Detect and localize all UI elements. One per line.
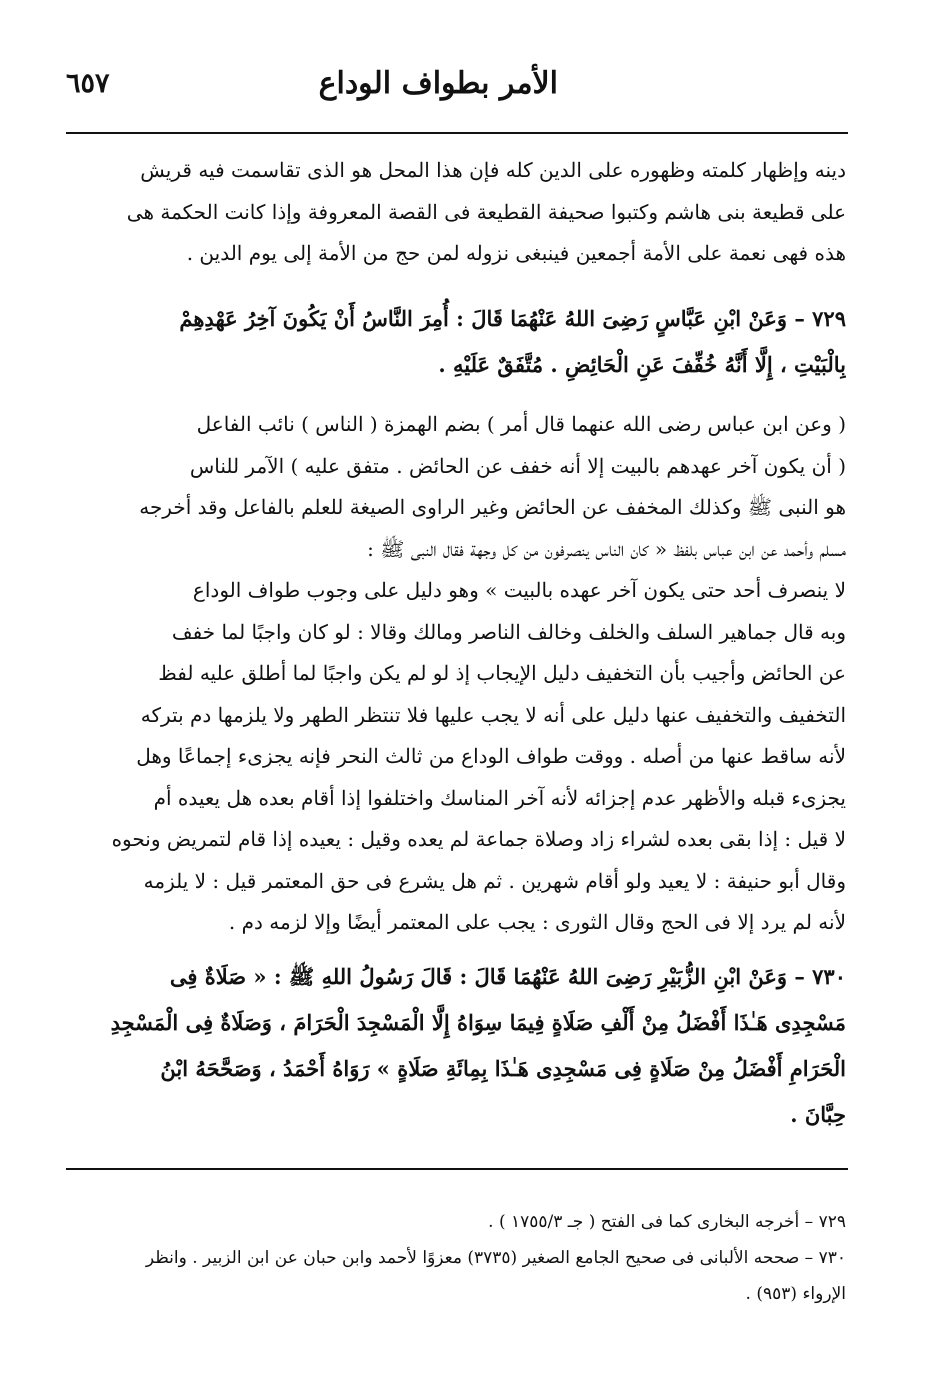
text-line: لا قيل : إذا بقى بعده لشراء زاد وصلاة جماعة لم يعده وقيل : يعيده إذا قام لتمريض ونحوه bbox=[111, 827, 846, 851]
page-number: ٦٥٧ bbox=[66, 68, 110, 99]
text-line: لأنه لم يرد إلا فى الحج وقال الثورى : يجب على المعتمر أيضًا وإلا لزمه دم . bbox=[228, 910, 846, 934]
hadith-line: الْحَرَامِ أَفْضَلُ مِنْ صَلَاةٍ فِى مَسْجِدِى هَـٰذَا بِمِائَةِ صَلَاةٍ » رَوَاهُ أَحْمَدُ ، وَصَحَّحَهُ ابْنُ bbox=[160, 1056, 846, 1081]
hadith-line: بِالْبَيْتِ ، إِلَّا أَنَّهُ خُفِّفَ عَنِ الْحَائِضِ . مُتَّفَقٌ عَلَيْهِ . bbox=[438, 352, 846, 377]
text-line: مسلم وأحمد عن ابن عباس بلفظ « كان الناس ينصرفون من كل وجهة فقال النبى ﷺ : bbox=[367, 536, 846, 561]
running-title: الأمر بطواف الوداع bbox=[318, 66, 558, 101]
hadith-729 bbox=[66, 296, 846, 388]
text-line: ( أن يكون آخر عهدهم بالبيت إلا أنه خفف عن الحائض . متفق عليه ) الآمر للناس bbox=[189, 453, 846, 478]
paragraph-continuation bbox=[66, 150, 846, 275]
text-line: وقال أبو حنيفة : لا يعيد ولو أقام شهرين . ثم هل يشرع فى حق المعتمر قيل : لا يلزمه bbox=[143, 868, 846, 893]
text-line: عن الحائض وأجيب بأن التخفيف دليل الإيجاب إذ لو لم يكن واجبًا لما أطلق عليه لفظ bbox=[158, 661, 846, 685]
text-line: وبه قال جماهير السلف والخلف وخالف الناصر ومالك وقالا : لو كان واجبًا لما خفف bbox=[171, 619, 846, 644]
commentary-729 bbox=[66, 404, 846, 944]
footnote-729: ٧٢٩ – أخرجه البخارى كما فى الفتح ( جـ ١٧٥٥/٣ ) . bbox=[488, 1212, 846, 1232]
text-line: دينه وإظهار كلمته وظهوره على الدين كله فإن هذا المحل هو الذى تقاسمت فيه قريش bbox=[140, 158, 846, 182]
text-line: لا ينصرف أحد حتى يكون آخر عهده بالبيت » وهو دليل على وجوب طواف الوداع bbox=[192, 578, 846, 602]
footnote-730-continued: الإرواء (٩٥٣) . bbox=[745, 1284, 846, 1304]
text-line: هو النبى ﷺ وكذلك المخفف عن الحائض وغير الراوى الصيغة للعلم بالفاعل وقد أخرجه bbox=[139, 495, 846, 519]
footnotes bbox=[66, 1204, 846, 1312]
text-line: يجزىء قبله والأظهر عدم إجزائه لأنه آخر المناسك واختلفوا إذا أقام بعده هل يعيده أم bbox=[153, 785, 846, 810]
footnote-rule bbox=[66, 1168, 848, 1170]
hadith-line: ٧٣٠ – وَعَنْ ابْنِ الزُّبَيْرِ رَضِىَ اللهُ عَنْهُمَا قَالَ : قَالَ رَسُولُ اللهِ ﷺ : « صَلَاةٌ فِى bbox=[169, 964, 846, 989]
text-line: ( وعن ابن عباس رضى الله عنهما قال أمر ) بضم الهمزة ( الناس ) نائب الفاعل bbox=[196, 412, 846, 436]
hadith-730 bbox=[66, 954, 846, 1138]
text-line: التخفيف والتخفيف عنها دليل على أنه لا يجب عليها فلا تنتظر الطهر ولا يلزمها دم بتركه bbox=[140, 702, 846, 727]
hadith-line: مَسْجِدِى هَـٰذَا أَفْضَلُ مِنْ أَلْفِ صَلَاةٍ فِيمَا سِوَاهُ إِلَّا الْمَسْجِدَ الْحَرَامَ ، وَصَلَاةٌ فِى الْمَسْجِدِ bbox=[110, 1010, 846, 1035]
hadith-line: حِبَّانَ . bbox=[790, 1102, 846, 1127]
header-rule bbox=[66, 132, 848, 134]
text-line: لأنه ساقط عنها من أصله . ووقت طواف الوداع من ثالث النحر فإنه يجزىء إجماعًا وهل bbox=[136, 744, 846, 768]
hadith-line: ٧٢٩ – وَعَنْ ابْنِ عَبَّاسٍ رَضِىَ اللهُ عَنْهُمَا قَالَ : أُمِرَ النَّاسُ أَنْ يَكُونَ آخِرُ عَهْدِهِمْ bbox=[179, 306, 846, 331]
footnote-730: ٧٣٠ – صححه الألبانى فى صحيح الجامع الصغير (٣٧٣٥) معزوًا لأحمد وابن حبان عن ابن الزبير . وانظر bbox=[145, 1248, 846, 1268]
text-line: هذه فهى نعمة على الأمة أجمعين فينبغى نزوله لمن حج من الأمة إلى يوم الدين . bbox=[186, 241, 846, 265]
page-header bbox=[66, 62, 848, 112]
text-line: على قطيعة بنى هاشم وكتبوا صحيفة القطيعة فى القصة المعروفة وإذا كانت الحكمة هى bbox=[126, 199, 846, 224]
